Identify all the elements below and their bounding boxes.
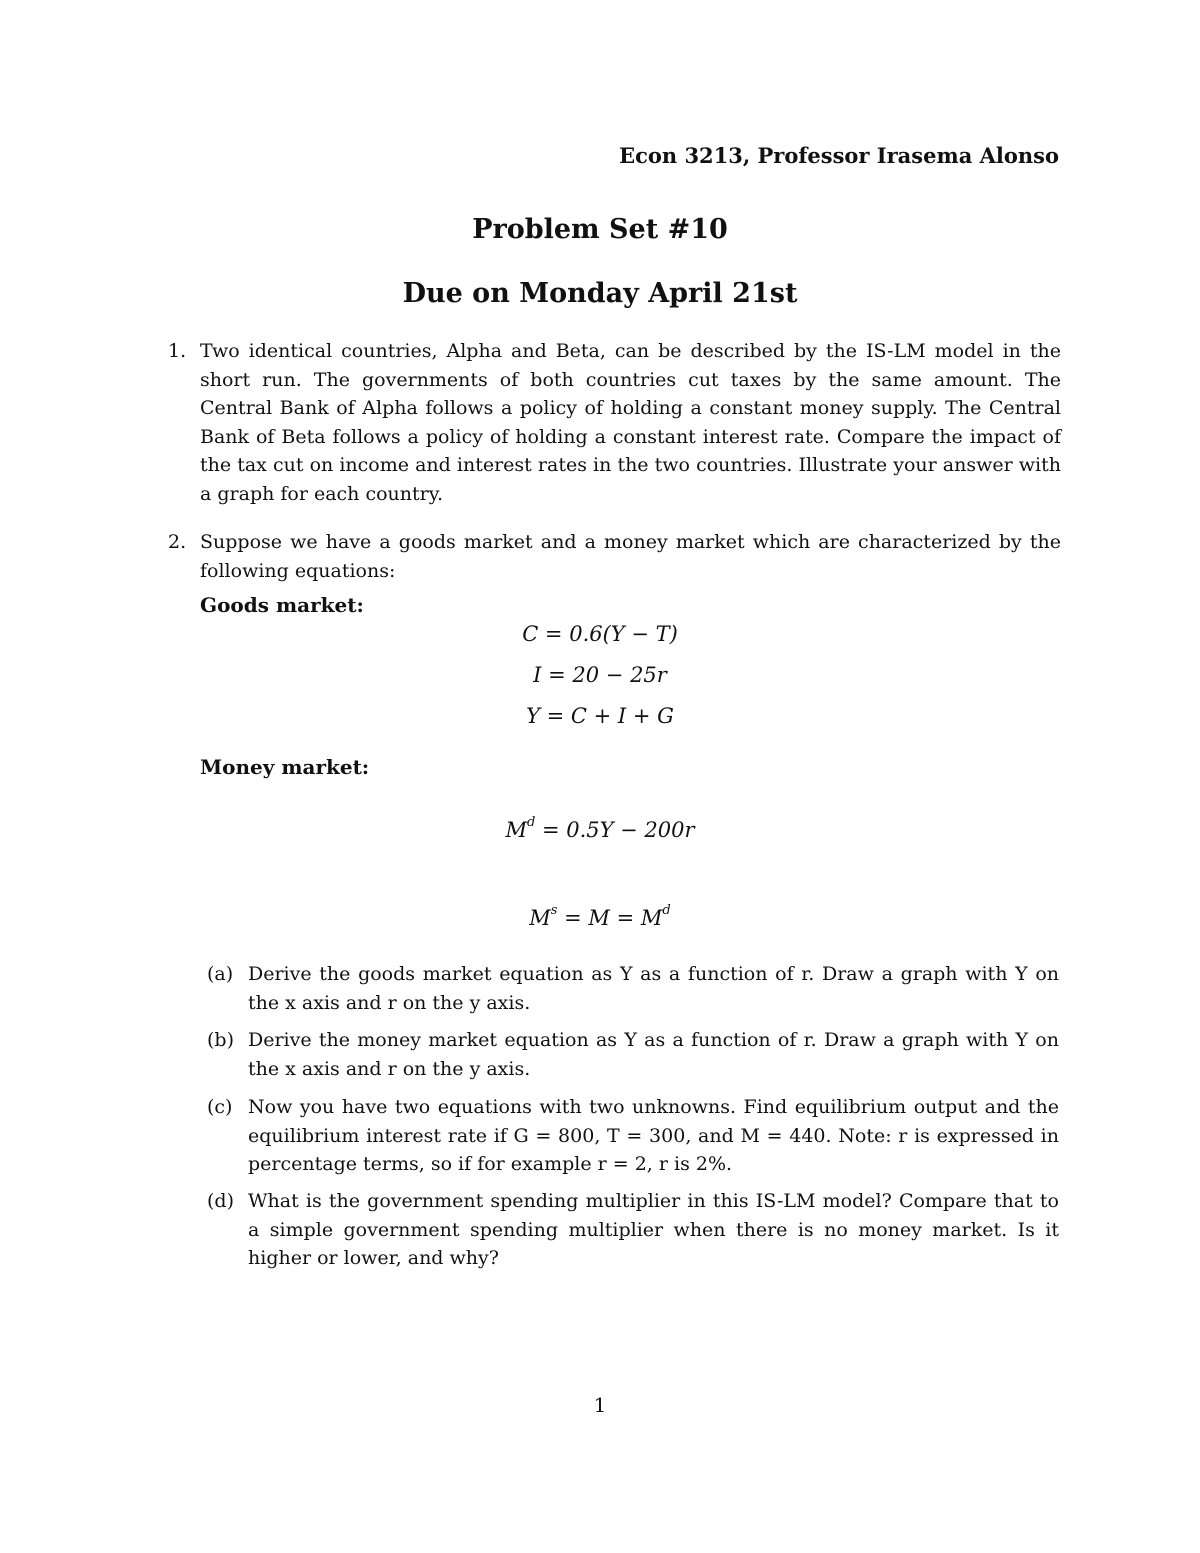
part-label: (a): [207, 963, 234, 985]
part-b: [207, 1026, 1059, 1083]
part-d: [207, 1187, 1059, 1273]
part-text: Derive the goods market equation as Y as a function of r. Draw a graph with Y on the x axis and r on the y axis.: [248, 963, 1059, 1014]
money-equilibrium-equation: $M^s = M = M^d$: [529, 903, 671, 930]
part-text: Now you have two equations with two unknowns. Find equilibrium output and the equilibrium interest rate if G = 800, T = 300, and M = 440. Note: r is expressed in percentage terms, so if for example r = 2, r is 2%.: [248, 1096, 1059, 1175]
goods-market-label: Goods market:: [200, 593, 364, 617]
part-a: [207, 960, 1059, 1017]
money-market-label: Money market:: [200, 755, 370, 779]
part-text: What is the government spending multiplier in this IS-LM model? Compare that to a simple government spending multiplier when there is no money market. Is it higher or lower, and why?: [248, 1190, 1059, 1269]
part-c: [207, 1093, 1059, 1179]
investment-equation: I = 20 − 25r: [533, 663, 667, 687]
consumption-equation: C = 0.6(Y − T): [522, 622, 678, 646]
part-label: (d): [207, 1190, 234, 1212]
page-number: 1: [593, 1393, 607, 1417]
question-number: 2.: [168, 531, 187, 553]
part-label: (c): [207, 1096, 233, 1118]
output-equation: Y = C + I + G: [526, 704, 674, 728]
course-header: Econ 3213, Professor Irasema Alonso: [619, 143, 1059, 168]
part-text: Derive the money market equation as Y as a function of r. Draw a graph with Y on the x axis and r on the y axis.: [248, 1029, 1059, 1080]
page-title: Problem Set #10: [472, 214, 728, 245]
question-text: Suppose we have a goods market and a money market which are characterized by the following equations:: [200, 531, 1061, 582]
part-label: (b): [207, 1029, 234, 1051]
question-number: 1.: [168, 340, 187, 362]
question-text: Two identical countries, Alpha and Beta, can be described by the IS-LM model in the short run. The governments of both countries cut taxes by the same amount. The Central Bank of Alpha follows a policy of holding a constant money supply. The Central Bank of Beta follows a policy of holding a constant interest rate. Compare the impact of the tax cut on income and interest rates in the two countries. Illustrate your answer with a graph for each country.: [200, 340, 1061, 505]
money-demand-equation: $M^d = 0.5Y - 200r$: [505, 815, 695, 842]
question-1: [168, 337, 1061, 508]
due-date: Due on Monday April 21st: [402, 278, 798, 309]
question-2: [168, 528, 1061, 585]
